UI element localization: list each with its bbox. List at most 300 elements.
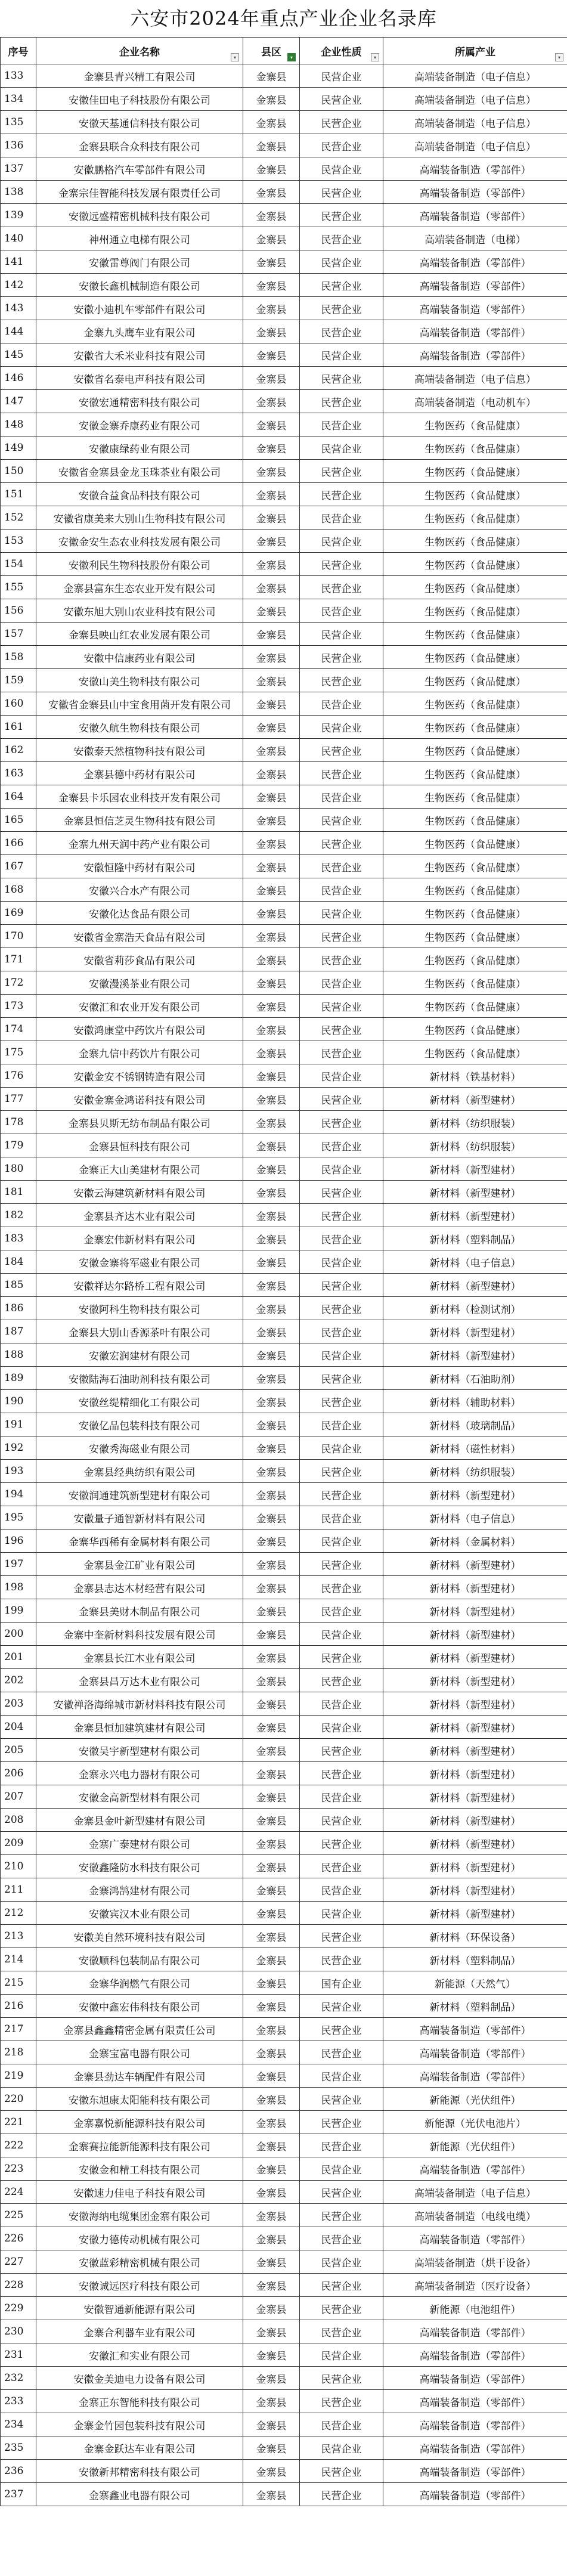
cell-county[interactable]: 金寨县 [243,2320,300,2343]
cell-industry[interactable]: 新材料（新型建材） [383,1878,567,1902]
cell-county[interactable]: 金寨县 [243,1832,300,1855]
cell-nature[interactable]: 民营企业 [300,343,383,367]
cell-nature[interactable]: 民营企业 [300,2297,383,2320]
cell-nature[interactable]: 民营企业 [300,2204,383,2227]
cell-company-name[interactable]: 安徽丝缇精细化工有限公司 [36,1390,243,1413]
cell-nature[interactable]: 民营企业 [300,1692,383,1716]
cell-county[interactable]: 金寨县 [243,2483,300,2506]
cell-company-name[interactable]: 金寨华西稀有金属材料有限公司 [36,1530,243,1553]
cell-industry[interactable]: 生物医药（食品健康） [383,460,567,483]
cell-company-name[interactable]: 金寨县昌万达木业有限公司 [36,1669,243,1692]
cell-company-name[interactable]: 金寨县德中药材有限公司 [36,762,243,785]
cell-index[interactable]: 140 [1,227,36,250]
cell-industry[interactable]: 新材料（纺织服装） [383,1460,567,1483]
cell-industry[interactable]: 高端装备制造（零部件） [383,2413,567,2436]
cell-index[interactable]: 198 [1,1576,36,1599]
cell-nature[interactable]: 民营企业 [300,2274,383,2297]
cell-industry[interactable]: 生物医药（食品健康） [383,832,567,855]
cell-index[interactable]: 189 [1,1367,36,1390]
cell-industry[interactable]: 新材料（新型建材） [383,1832,567,1855]
cell-nature[interactable]: 民营企业 [300,1599,383,1623]
cell-industry[interactable]: 新材料（新型建材） [383,1692,567,1716]
cell-index[interactable]: 148 [1,413,36,436]
cell-index[interactable]: 171 [1,948,36,971]
cell-company-name[interactable]: 安徽祥达尔路桥工程有限公司 [36,1274,243,1297]
cell-company-name[interactable]: 安徽鸿康堂中药饮片有限公司 [36,1018,243,1041]
cell-industry[interactable]: 新能源（光伏电池片） [383,2111,567,2134]
cell-index[interactable]: 199 [1,1599,36,1623]
cell-index[interactable]: 138 [1,181,36,204]
cell-index[interactable]: 227 [1,2250,36,2274]
cell-industry[interactable]: 生物医药（食品健康） [383,716,567,739]
cell-county[interactable]: 金寨县 [243,134,300,157]
cell-industry[interactable]: 生物医药（食品健康） [383,413,567,436]
cell-index[interactable]: 158 [1,646,36,669]
cell-county[interactable]: 金寨县 [243,1064,300,1088]
cell-index[interactable]: 168 [1,878,36,902]
cell-index[interactable]: 236 [1,2460,36,2483]
cell-county[interactable]: 金寨县 [243,1460,300,1483]
cell-county[interactable]: 金寨县 [243,1576,300,1599]
cell-company-name[interactable]: 安徽秀海磁业有限公司 [36,1436,243,1460]
cell-industry[interactable]: 新材料（新型建材） [383,1669,567,1692]
cell-county[interactable]: 金寨县 [243,1530,300,1553]
cell-nature[interactable]: 民营企业 [300,623,383,646]
cell-county[interactable]: 金寨县 [243,832,300,855]
cell-index[interactable]: 170 [1,925,36,948]
cell-index[interactable]: 151 [1,483,36,506]
cell-index[interactable]: 164 [1,785,36,809]
cell-nature[interactable]: 民营企业 [300,1530,383,1553]
cell-company-name[interactable]: 金寨县恒科技有限公司 [36,1134,243,1157]
cell-industry[interactable]: 高端装备制造（零部件） [383,157,567,181]
cell-industry[interactable]: 生物医药（食品健康） [383,1018,567,1041]
cell-county[interactable]: 金寨县 [243,1669,300,1692]
cell-nature[interactable]: 民营企业 [300,599,383,623]
cell-county[interactable]: 金寨县 [243,2436,300,2460]
cell-county[interactable]: 金寨县 [243,2460,300,2483]
cell-company-name[interactable]: 安徽合益食品科技有限公司 [36,483,243,506]
cell-company-name[interactable]: 金寨县齐达木业有限公司 [36,1204,243,1227]
cell-nature[interactable]: 民营企业 [300,204,383,227]
cell-industry[interactable]: 生物医药（食品健康） [383,436,567,460]
cell-county[interactable]: 金寨县 [243,762,300,785]
cell-index[interactable]: 146 [1,367,36,390]
cell-county[interactable]: 金寨县 [243,157,300,181]
cell-county[interactable]: 金寨县 [243,1018,300,1041]
cell-index[interactable]: 228 [1,2274,36,2297]
cell-county[interactable]: 金寨县 [243,599,300,623]
cell-index[interactable]: 179 [1,1134,36,1157]
cell-nature[interactable]: 民营企业 [300,2250,383,2274]
cell-industry[interactable]: 新材料（新型建材） [383,1855,567,1878]
cell-nature[interactable]: 民营企业 [300,878,383,902]
cell-industry[interactable]: 生物医药（食品健康） [383,599,567,623]
cell-nature[interactable]: 民营企业 [300,1064,383,1088]
cell-nature[interactable]: 民营企业 [300,2483,383,2506]
cell-nature[interactable]: 民营企业 [300,1739,383,1762]
cell-company-name[interactable]: 安徽省金寨浩天食品有限公司 [36,925,243,948]
cell-company-name[interactable]: 金寨合利器车业有限公司 [36,2320,243,2343]
cell-company-name[interactable]: 安徽禅洛海绵城市新材料科技有限公司 [36,1692,243,1716]
cell-index[interactable]: 167 [1,855,36,878]
cell-industry[interactable]: 新材料（新型建材） [383,1343,567,1367]
cell-index[interactable]: 185 [1,1274,36,1297]
cell-company-name[interactable]: 金寨县恒加建筑建材有限公司 [36,1716,243,1739]
cell-industry[interactable]: 高端装备制造（电子信息） [383,64,567,88]
cell-index[interactable]: 193 [1,1460,36,1483]
cell-county[interactable]: 金寨县 [243,2181,300,2204]
cell-nature[interactable]: 民营企业 [300,1343,383,1367]
cell-industry[interactable]: 新材料（塑料制品） [383,1227,567,1250]
cell-nature[interactable]: 民营企业 [300,2367,383,2390]
cell-industry[interactable]: 生物医药（食品健康） [383,995,567,1018]
cell-industry[interactable]: 高端装备制造（电梯） [383,227,567,250]
cell-county[interactable]: 金寨县 [243,995,300,1018]
cell-nature[interactable]: 民营企业 [300,227,383,250]
cell-county[interactable]: 金寨县 [243,1739,300,1762]
cell-company-name[interactable]: 安徽阿科生物科技有限公司 [36,1297,243,1320]
cell-company-name[interactable]: 金寨县劲达车辆配件有限公司 [36,2064,243,2088]
cell-index[interactable]: 135 [1,111,36,134]
cell-industry[interactable]: 高端装备制造（零部件） [383,2320,567,2343]
cell-industry[interactable]: 新材料（铁基材料） [383,1064,567,1088]
cell-county[interactable]: 金寨县 [243,1692,300,1716]
cell-industry[interactable]: 生物医药（食品健康） [383,506,567,530]
cell-county[interactable]: 金寨县 [243,1041,300,1064]
cell-index[interactable]: 149 [1,436,36,460]
cell-company-name[interactable]: 金寨嘉悦新能源科技有限公司 [36,2111,243,2134]
cell-nature[interactable]: 民营企业 [300,1878,383,1902]
cell-company-name[interactable]: 安徽中鑫宏伟科技有限公司 [36,1995,243,2018]
cell-county[interactable]: 金寨县 [243,1855,300,1878]
cell-company-name[interactable]: 安徽汇和农业开发有限公司 [36,995,243,1018]
cell-industry[interactable]: 新材料（新型建材） [383,1785,567,1809]
cell-nature[interactable]: 民营企业 [300,925,383,948]
cell-index[interactable]: 196 [1,1530,36,1553]
cell-industry[interactable]: 生物医药（食品健康） [383,692,567,716]
cell-index[interactable]: 209 [1,1832,36,1855]
cell-nature[interactable]: 民营企业 [300,1902,383,1925]
cell-nature[interactable]: 民营企业 [300,157,383,181]
cell-index[interactable]: 214 [1,1948,36,1971]
cell-industry[interactable]: 新材料（塑料制品） [383,1948,567,1971]
cell-nature[interactable]: 民营企业 [300,1390,383,1413]
cell-company-name[interactable]: 安徽金寨乔康药业有限公司 [36,413,243,436]
cell-county[interactable]: 金寨县 [243,390,300,413]
cell-industry[interactable]: 新材料（新型建材） [383,1181,567,1204]
cell-county[interactable]: 金寨县 [243,64,300,88]
cell-industry[interactable]: 新材料（纺织服装） [383,1134,567,1157]
cell-company-name[interactable]: 安徽康绿药业有限公司 [36,436,243,460]
cell-industry[interactable]: 新能源（光伏组件） [383,2134,567,2157]
cell-company-name[interactable]: 安徽润通建筑新型建材有限公司 [36,1483,243,1506]
cell-county[interactable]: 金寨县 [243,111,300,134]
cell-company-name[interactable]: 金寨县鑫鑫精密金属有限责任公司 [36,2018,243,2041]
cell-index[interactable]: 201 [1,1646,36,1669]
cell-nature[interactable]: 民营企业 [300,948,383,971]
cell-industry[interactable]: 生物医药（食品健康） [383,576,567,599]
cell-nature[interactable]: 民营企业 [300,1181,383,1204]
cell-county[interactable]: 金寨县 [243,1134,300,1157]
cell-nature[interactable]: 民营企业 [300,1367,383,1390]
cell-company-name[interactable]: 安徽宏通精密科技有限公司 [36,390,243,413]
cell-county[interactable]: 金寨县 [243,343,300,367]
cell-index[interactable]: 150 [1,460,36,483]
cell-industry[interactable]: 高端装备制造（电子信息） [383,134,567,157]
cell-company-name[interactable]: 金寨鸿鹄建材有限公司 [36,1878,243,1902]
cell-nature[interactable]: 民营企业 [300,1716,383,1739]
cell-county[interactable]: 金寨县 [243,692,300,716]
cell-industry[interactable]: 新材料（新型建材） [383,1599,567,1623]
cell-industry[interactable]: 高端装备制造（零部件） [383,343,567,367]
cell-company-name[interactable]: 神州通立电梯有限公司 [36,227,243,250]
cell-nature[interactable]: 民营企业 [300,181,383,204]
cell-company-name[interactable]: 安徽佳田电子科技股份有限公司 [36,88,243,111]
cell-nature[interactable]: 民营企业 [300,2390,383,2413]
cell-index[interactable]: 190 [1,1390,36,1413]
cell-county[interactable]: 金寨县 [243,274,300,297]
cell-index[interactable]: 202 [1,1669,36,1692]
cell-industry[interactable]: 生物医药（食品健康） [383,948,567,971]
cell-company-name[interactable]: 安徽宏润建材有限公司 [36,1343,243,1367]
cell-nature[interactable]: 民营企业 [300,1297,383,1320]
cell-industry[interactable]: 生物医药（食品健康） [383,623,567,646]
cell-nature[interactable]: 民营企业 [300,1553,383,1576]
cell-nature[interactable]: 民营企业 [300,739,383,762]
cell-company-name[interactable]: 安徽鑫隆防水科技有限公司 [36,1855,243,1878]
cell-industry[interactable]: 新材料（纺织服装） [383,1111,567,1134]
cell-county[interactable]: 金寨县 [243,1623,300,1646]
cell-nature[interactable]: 民营企业 [300,390,383,413]
cell-industry[interactable]: 高端装备制造（零部件） [383,320,567,343]
cell-county[interactable]: 金寨县 [243,1250,300,1274]
cell-company-name[interactable]: 安徽吴宇新型建材有限公司 [36,1739,243,1762]
cell-industry[interactable]: 新材料（金属材料） [383,1530,567,1553]
cell-industry[interactable]: 新材料（新型建材） [383,1157,567,1181]
cell-nature[interactable]: 民营企业 [300,1948,383,1971]
cell-company-name[interactable]: 金寨金竹园包装科技有限公司 [36,2413,243,2436]
cell-index[interactable]: 165 [1,809,36,832]
cell-county[interactable]: 金寨县 [243,1274,300,1297]
cell-industry[interactable]: 新材料（电子信息） [383,1250,567,1274]
cell-index[interactable]: 152 [1,506,36,530]
cell-index[interactable]: 183 [1,1227,36,1250]
cell-nature[interactable]: 民营企业 [300,2413,383,2436]
cell-company-name[interactable]: 金寨县大别山香源茶叶有限公司 [36,1320,243,1343]
cell-county[interactable]: 金寨县 [243,2297,300,2320]
cell-index[interactable]: 223 [1,2157,36,2181]
cell-index[interactable]: 216 [1,1995,36,2018]
cell-county[interactable]: 金寨县 [243,1320,300,1343]
cell-nature[interactable]: 民营企业 [300,2181,383,2204]
cell-nature[interactable]: 民营企业 [300,483,383,506]
cell-nature[interactable]: 民营企业 [300,1925,383,1948]
cell-index[interactable]: 211 [1,1878,36,1902]
cell-nature[interactable]: 民营企业 [300,436,383,460]
cell-nature[interactable]: 民营企业 [300,1995,383,2018]
cell-industry[interactable]: 高端装备制造（零部件） [383,204,567,227]
cell-company-name[interactable]: 金寨正大山美建材有限公司 [36,1157,243,1181]
dropdown-arrow-icon[interactable]: ▾ [555,53,563,61]
cell-industry[interactable]: 高端装备制造（电线电缆） [383,2204,567,2227]
cell-index[interactable]: 157 [1,623,36,646]
cell-index[interactable]: 177 [1,1088,36,1111]
cell-index[interactable]: 153 [1,530,36,553]
cell-company-name[interactable]: 金寨正东智能科技有限公司 [36,2390,243,2413]
cell-company-name[interactable]: 安徽汇和实业有限公司 [36,2343,243,2367]
cell-county[interactable]: 金寨县 [243,1181,300,1204]
cell-nature[interactable]: 民营企业 [300,1204,383,1227]
cell-county[interactable]: 金寨县 [243,716,300,739]
cell-county[interactable]: 金寨县 [243,739,300,762]
cell-company-name[interactable]: 金寨金跃达车业有限公司 [36,2436,243,2460]
cell-index[interactable]: 169 [1,902,36,925]
cell-industry[interactable]: 生物医药（食品健康） [383,530,567,553]
cell-industry[interactable]: 生物医药（食品健康） [383,762,567,785]
cell-county[interactable]: 金寨县 [243,785,300,809]
cell-industry[interactable]: 新材料（新型建材） [383,1646,567,1669]
cell-company-name[interactable]: 安徽智通新能源有限公司 [36,2297,243,2320]
cell-company-name[interactable]: 金寨县金叶新型建材有限公司 [36,1809,243,1832]
cell-county[interactable]: 金寨县 [243,1390,300,1413]
cell-nature[interactable]: 民营企业 [300,1785,383,1809]
dropdown-arrow-icon[interactable]: ▾ [231,53,239,61]
cell-industry[interactable]: 新材料（辅助材料） [383,1390,567,1413]
cell-county[interactable]: 金寨县 [243,669,300,692]
cell-county[interactable]: 金寨县 [243,2111,300,2134]
cell-county[interactable]: 金寨县 [243,2413,300,2436]
cell-nature[interactable]: 民营企业 [300,1274,383,1297]
cell-county[interactable]: 金寨县 [243,2018,300,2041]
cell-industry[interactable]: 生物医药（食品健康） [383,483,567,506]
cell-company-name[interactable]: 金寨九信中药饮片有限公司 [36,1041,243,1064]
cell-index[interactable]: 231 [1,2343,36,2367]
cell-company-name[interactable]: 金寨县贝斯无纺布制品有限公司 [36,1111,243,1134]
cell-index[interactable]: 188 [1,1343,36,1367]
cell-county[interactable]: 金寨县 [243,878,300,902]
cell-index[interactable]: 222 [1,2134,36,2157]
cell-county[interactable]: 金寨县 [243,2390,300,2413]
cell-nature[interactable]: 民营企业 [300,576,383,599]
cell-county[interactable]: 金寨县 [243,2274,300,2297]
cell-county[interactable]: 金寨县 [243,1553,300,1576]
cell-county[interactable]: 金寨县 [243,1297,300,1320]
cell-industry[interactable]: 高端装备制造（电子信息） [383,111,567,134]
cell-industry[interactable]: 生物医药（食品健康） [383,553,567,576]
cell-county[interactable]: 金寨县 [243,460,300,483]
cell-industry[interactable]: 高端装备制造（零部件） [383,2390,567,2413]
cell-industry[interactable]: 高端装备制造（零部件） [383,2227,567,2250]
cell-index[interactable]: 144 [1,320,36,343]
cell-nature[interactable]: 民营企业 [300,320,383,343]
cell-index[interactable]: 221 [1,2111,36,2134]
cell-county[interactable]: 金寨县 [243,1343,300,1367]
cell-index[interactable]: 172 [1,971,36,995]
cell-company-name[interactable]: 安徽中信康药业有限公司 [36,646,243,669]
cell-county[interactable]: 金寨县 [243,1367,300,1390]
cell-nature[interactable]: 民营企业 [300,530,383,553]
cell-county[interactable]: 金寨县 [243,2204,300,2227]
cell-nature[interactable]: 民营企业 [300,832,383,855]
cell-industry[interactable]: 高端装备制造（零部件） [383,2367,567,2390]
cell-nature[interactable]: 民营企业 [300,1623,383,1646]
cell-county[interactable]: 金寨县 [243,227,300,250]
cell-county[interactable]: 金寨县 [243,1436,300,1460]
cell-county[interactable]: 金寨县 [243,2343,300,2367]
cell-company-name[interactable]: 安徽省金寨县金龙玉珠茶业有限公司 [36,460,243,483]
cell-county[interactable]: 金寨县 [243,88,300,111]
cell-company-name[interactable]: 安徽利民生物科技股份有限公司 [36,553,243,576]
cell-industry[interactable]: 高端装备制造（电子信息） [383,2181,567,2204]
cell-index[interactable]: 176 [1,1064,36,1088]
cell-county[interactable]: 金寨县 [243,1948,300,1971]
cell-county[interactable]: 金寨县 [243,297,300,320]
cell-company-name[interactable]: 金寨县长江木业有限公司 [36,1646,243,1669]
cell-company-name[interactable]: 金寨县联合众科技有限公司 [36,134,243,157]
cell-nature[interactable]: 民营企业 [300,762,383,785]
cell-company-name[interactable]: 安徽省康美来大别山生物科技有限公司 [36,506,243,530]
cell-index[interactable]: 204 [1,1716,36,1739]
cell-industry[interactable]: 高端装备制造（烘干设备） [383,2250,567,2274]
cell-industry[interactable]: 新材料（新型建材） [383,1739,567,1762]
cell-nature[interactable]: 民营企业 [300,995,383,1018]
cell-company-name[interactable]: 安徽久航生物科技有限公司 [36,716,243,739]
cell-county[interactable]: 金寨县 [243,576,300,599]
cell-company-name[interactable]: 安徽力德传动机械有限公司 [36,2227,243,2250]
cell-nature[interactable]: 民营企业 [300,902,383,925]
cell-index[interactable]: 229 [1,2297,36,2320]
cell-company-name[interactable]: 安徽速力佳电子科技有限公司 [36,2181,243,2204]
cell-company-name[interactable]: 安徽省金寨县山中宝食用菌开发有限公司 [36,692,243,716]
cell-nature[interactable]: 民营企业 [300,1832,383,1855]
cell-industry[interactable]: 新材料（石油助剂） [383,1367,567,1390]
cell-county[interactable]: 金寨县 [243,2134,300,2157]
cell-index[interactable]: 205 [1,1739,36,1762]
cell-nature[interactable]: 民营企业 [300,2343,383,2367]
cell-nature[interactable]: 民营企业 [300,1134,383,1157]
cell-county[interactable]: 金寨县 [243,1785,300,1809]
cell-nature[interactable]: 民营企业 [300,1436,383,1460]
cell-index[interactable]: 218 [1,2041,36,2064]
cell-industry[interactable]: 新材料（新型建材） [383,1553,567,1576]
cell-nature[interactable]: 民营企业 [300,1646,383,1669]
cell-county[interactable]: 金寨县 [243,2250,300,2274]
cell-county[interactable]: 金寨县 [243,1646,300,1669]
cell-index[interactable]: 181 [1,1181,36,1204]
cell-index[interactable]: 175 [1,1041,36,1064]
cell-company-name[interactable]: 金寨鑫业电器有限公司 [36,2483,243,2506]
cell-index[interactable]: 161 [1,716,36,739]
cell-index[interactable]: 207 [1,1785,36,1809]
cell-industry[interactable]: 高端装备制造（电子信息） [383,88,567,111]
cell-industry[interactable]: 新材料（新型建材） [383,1762,567,1785]
cell-company-name[interactable]: 安徽东旭康太阳能科技有限公司 [36,2088,243,2111]
cell-county[interactable]: 金寨县 [243,1483,300,1506]
cell-county[interactable]: 金寨县 [243,181,300,204]
cell-nature[interactable]: 民营企业 [300,1460,383,1483]
cell-company-name[interactable]: 安徽鹏格汽车零部件有限公司 [36,157,243,181]
cell-index[interactable]: 163 [1,762,36,785]
cell-company-name[interactable]: 安徽长鑫机械制造有限公司 [36,274,243,297]
cell-company-name[interactable]: 金寨九头鹰车业有限公司 [36,320,243,343]
cell-industry[interactable]: 高端装备制造（零部件） [383,2064,567,2088]
cell-industry[interactable]: 新材料（新型建材） [383,1716,567,1739]
cell-nature[interactable]: 民营企业 [300,2436,383,2460]
cell-company-name[interactable]: 安徽金安不锈钢铸造有限公司 [36,1064,243,1088]
cell-nature[interactable]: 民营企业 [300,1018,383,1041]
cell-nature[interactable]: 民营企业 [300,1855,383,1878]
